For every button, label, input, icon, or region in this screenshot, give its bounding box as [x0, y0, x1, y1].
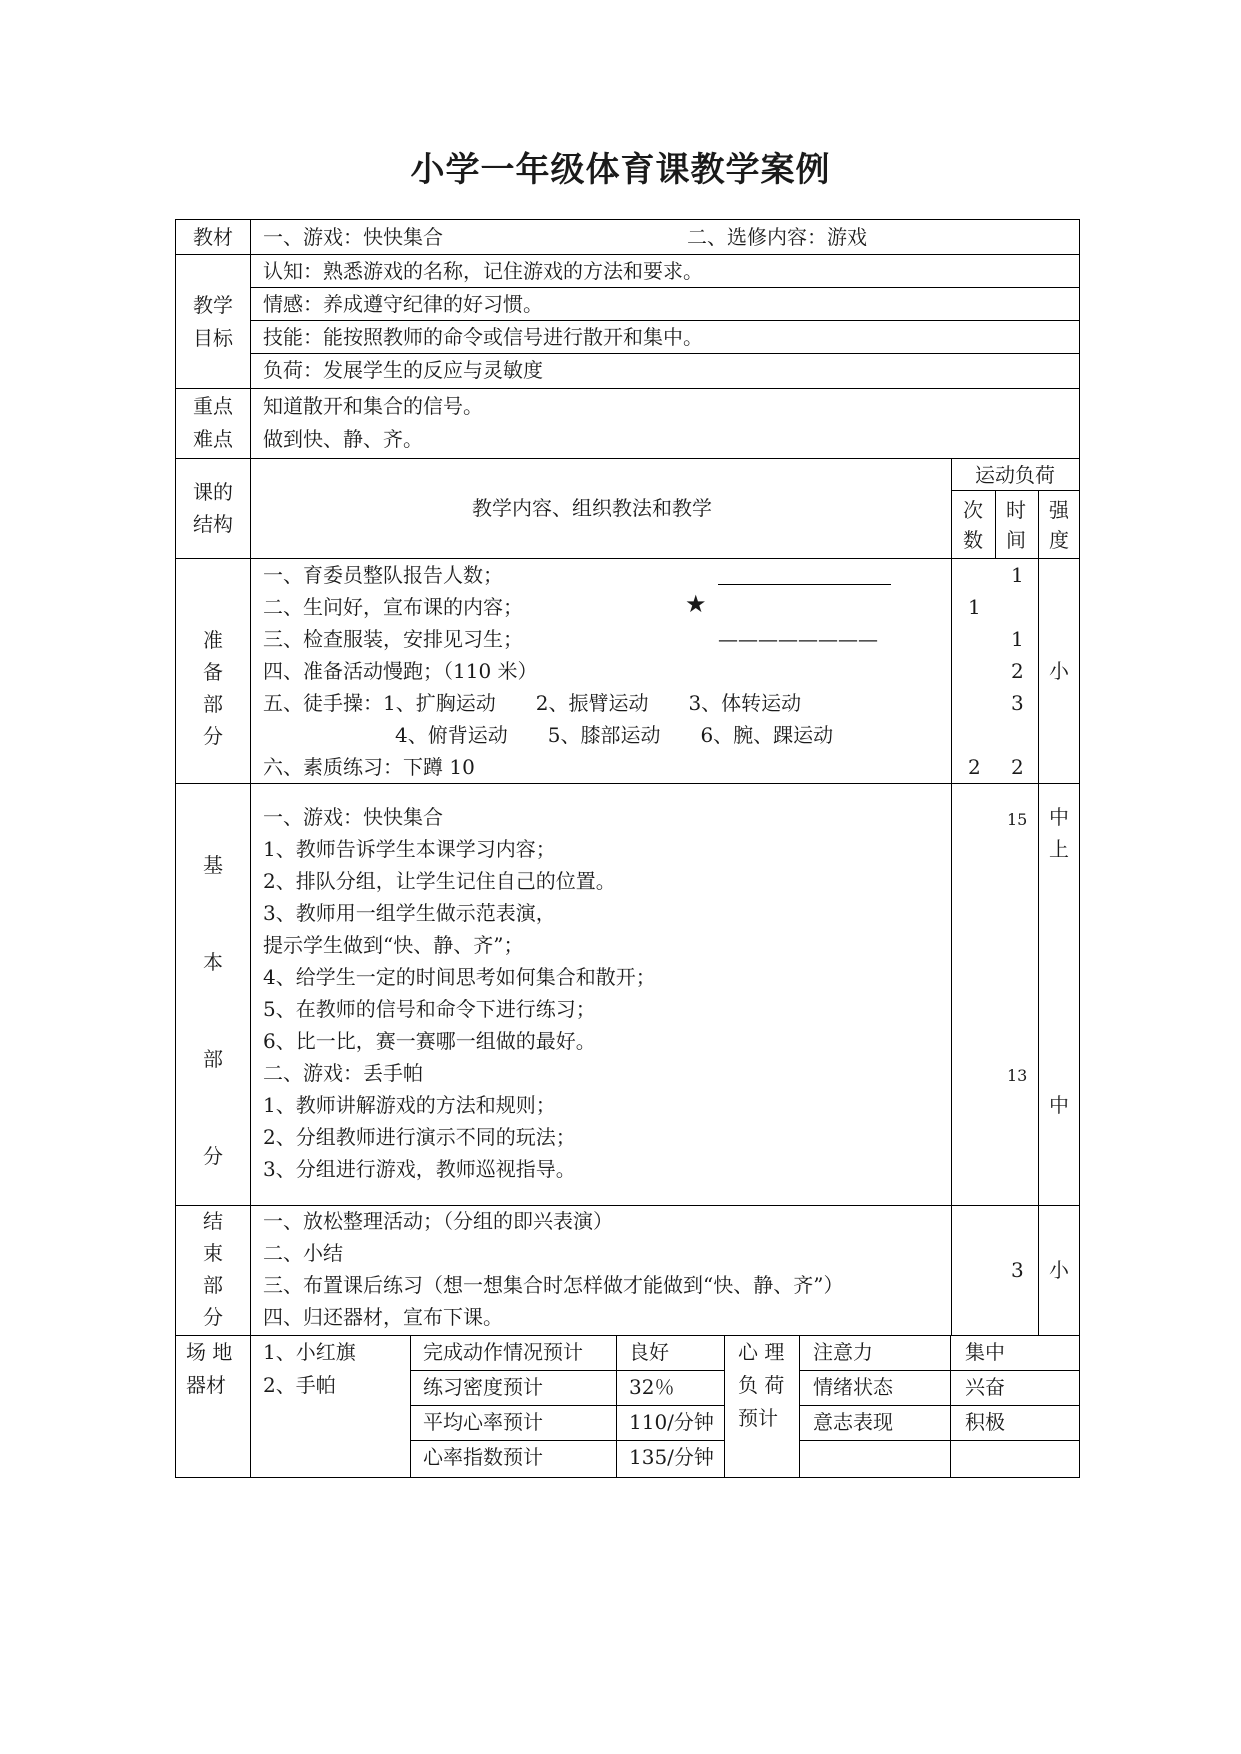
basic-label-2: 本 — [203, 950, 223, 974]
psych-label-2: 负 荷 — [738, 1373, 785, 1397]
structure-label-1: 课的 — [193, 480, 233, 504]
objective-cognition: 认知：熟悉游戏的名称，记住游戏的方法和要求。 — [263, 259, 703, 283]
prep-count-2: 2 — [968, 755, 981, 779]
basic-time-2: 13 — [1007, 1066, 1028, 1085]
psych-item-label-3: 意志表现 — [813, 1410, 893, 1434]
end-line-1: 一、放松整理活动；（分组的即兴表演） — [263, 1209, 613, 1233]
end-line-3: 三、布置课后练习（想一想集合时怎样做才能做到“快、静、齐”） — [263, 1273, 844, 1297]
basic-line-6: 4、给学生一定的时间思考如何集合和散开； — [263, 965, 656, 989]
intensity-header-2: 度 — [1049, 528, 1069, 552]
objectives-label-2: 目标 — [193, 326, 233, 350]
estimate-label-4: 心率指数预计 — [423, 1445, 543, 1469]
estimate-value-2: 32％ — [629, 1375, 675, 1399]
prep-time-1: 1 — [1011, 563, 1024, 587]
basic-line-7: 5、在教师的信号和命令下进行练习； — [263, 997, 596, 1021]
equipment-2: 2、手帕 — [263, 1373, 336, 1397]
psych-item-value-3: 积极 — [965, 1410, 1005, 1434]
prep-dashes: ———————— — [718, 627, 878, 651]
prep-count-1: 1 — [968, 595, 981, 619]
count-header-2: 数 — [963, 528, 983, 552]
estimate-label-3: 平均心率预计 — [423, 1410, 543, 1434]
keypoints-label-2: 难点 — [193, 427, 233, 451]
prep-time-5: 2 — [1011, 755, 1024, 779]
psych-item-value-1: 集中 — [965, 1340, 1005, 1364]
psych-label-1: 心 理 — [738, 1340, 785, 1364]
venue-label-2: 器材 — [186, 1373, 226, 1397]
keypoint-1: 知道散开和集合的信号。 — [263, 394, 483, 418]
keypoint-2: 做到快、静、齐。 — [263, 427, 423, 451]
objectives-label-1: 教学 — [193, 293, 233, 317]
basic-line-5: 提示学生做到“快、静、齐”； — [263, 933, 524, 957]
psych-item-value-2: 兴奋 — [965, 1375, 1005, 1399]
end-intensity: 小 — [1049, 1258, 1069, 1282]
basic-line-12: 3、分组进行游戏，教师巡视指导。 — [263, 1157, 576, 1181]
prep-line-7: 六、素质练习：下蹲 10 — [263, 755, 475, 779]
end-line-4: 四、归还器材，宣布下课。 — [263, 1305, 503, 1329]
basic-line-2: 1、教师告诉学生本课学习内容； — [263, 837, 556, 861]
objective-skill: 技能：能按照教师的命令或信号进行散开和集中。 — [263, 325, 703, 349]
prep-line-5: 五、徒手操：1、扩胸运动 2、振臂运动 3、体转运动 — [263, 691, 802, 715]
basic-intensity-1a: 中 — [1049, 805, 1069, 829]
time-header-1: 时 — [1006, 498, 1026, 522]
count-header-1: 次 — [963, 498, 983, 522]
prep-time-3: 2 — [1011, 659, 1024, 683]
end-label-2: 束 — [203, 1241, 223, 1265]
keypoints-label-1: 重点 — [193, 394, 233, 418]
prep-line-4: 四、准备活动慢跑；（110 米） — [263, 659, 538, 683]
estimate-label-1: 完成动作情况预计 — [423, 1340, 583, 1364]
time-header-2: 间 — [1006, 528, 1026, 552]
load-header: 运动负荷 — [975, 463, 1055, 487]
star-icon: ★ — [685, 590, 707, 618]
basic-line-1: 一、游戏：快快集合 — [263, 805, 443, 829]
basic-line-8: 6、比一比，赛一赛哪一组做的最好。 — [263, 1029, 596, 1053]
basic-line-11: 2、分组教师进行演示不同的玩法； — [263, 1125, 576, 1149]
end-label-1: 结 — [203, 1209, 223, 1233]
psych-label-3: 预计 — [738, 1406, 778, 1430]
prep-label-4: 分 — [203, 724, 223, 748]
intensity-header-1: 强 — [1049, 498, 1069, 522]
end-line-2: 二、小结 — [263, 1241, 343, 1265]
prep-label-2: 备 — [203, 660, 223, 684]
basic-label-1: 基 — [203, 853, 223, 877]
material-item-2: 二、选修内容：游戏 — [687, 225, 867, 249]
prep-time-4: 3 — [1011, 691, 1024, 715]
objective-load: 负荷：发展学生的反应与灵敏度 — [263, 358, 543, 382]
basic-line-10: 1、教师讲解游戏的方法和规则； — [263, 1093, 556, 1117]
estimate-value-1: 良好 — [629, 1340, 669, 1364]
psych-item-label-1: 注意力 — [813, 1340, 873, 1364]
equipment-1: 1、小红旗 — [263, 1340, 356, 1364]
estimate-value-3: 110/分钟 — [629, 1410, 714, 1434]
prep-time-2: 1 — [1011, 627, 1024, 651]
estimate-label-2: 练习密度预计 — [423, 1375, 543, 1399]
prep-line-1: 一、育委员整队报告人数； — [263, 563, 503, 587]
prep-line-2: 二、生问好，宣布课的内容； — [263, 595, 523, 619]
prep-label-3: 部 — [203, 692, 223, 716]
venue-label-1: 场 地 — [186, 1340, 233, 1364]
material-item-1: 一、游戏：快快集合 — [263, 225, 443, 249]
basic-label-3: 部 — [203, 1047, 223, 1071]
basic-line-4: 3、教师用一组学生做示范表演， — [263, 901, 556, 925]
basic-intensity-2: 中 — [1049, 1093, 1069, 1117]
basic-intensity-1b: 上 — [1049, 837, 1069, 861]
prep-line-3: 三、检查服装，安排见习生； — [263, 627, 523, 651]
end-label-3: 部 — [203, 1273, 223, 1297]
objective-emotion: 情感：养成遵守纪律的好习惯。 — [263, 292, 543, 316]
basic-label-4: 分 — [203, 1144, 223, 1168]
estimate-value-4: 135/分钟 — [629, 1445, 714, 1469]
basic-time-1: 15 — [1007, 810, 1028, 829]
prep-line-6: 4、俯背运动 5、膝部运动 6、腕、踝运动 — [395, 723, 834, 747]
content-header: 教学内容、组织教法和教学 — [472, 496, 712, 520]
basic-line-3: 2、排队分组，让学生记住自己的位置。 — [263, 869, 616, 893]
end-time: 3 — [1011, 1258, 1024, 1282]
page-title: 小学一年级体育课教学案例 — [410, 150, 831, 190]
material-label: 教材 — [193, 225, 233, 249]
psych-item-label-2: 情绪状态 — [813, 1375, 893, 1399]
end-label-4: 分 — [203, 1305, 223, 1329]
prep-label-1: 准 — [203, 628, 223, 652]
structure-label-2: 结构 — [193, 512, 233, 536]
basic-line-9: 二、游戏：丢手帕 — [263, 1061, 423, 1085]
prep-intensity: 小 — [1049, 659, 1069, 683]
